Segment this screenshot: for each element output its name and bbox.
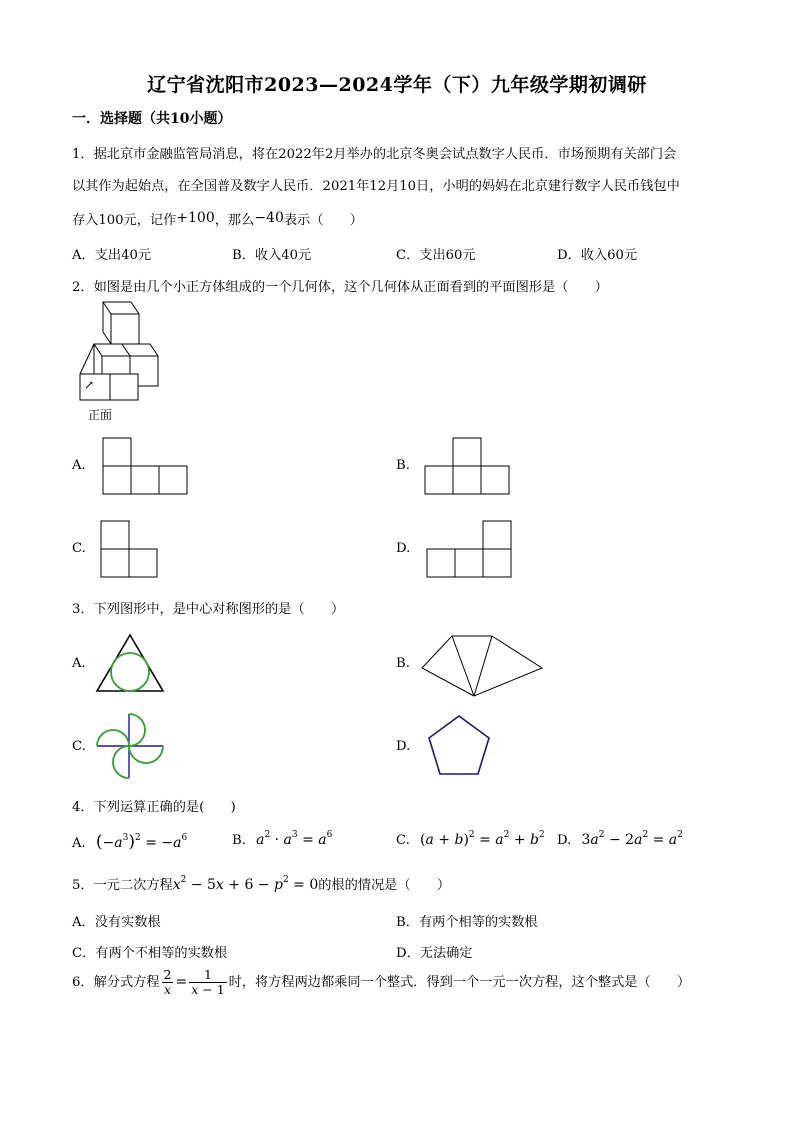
q5-option-b[interactable]: B．有两个相等的实数根	[396, 915, 538, 930]
q4-label-c: C.	[396, 833, 410, 848]
q5-equation: $x^2 - 5x + 6 - p^2 = 0$	[172, 875, 319, 893]
q4-stem: 4．下列运算正确的是( )	[72, 800, 236, 815]
q1-line3	[72, 209, 363, 228]
q2-label-d[interactable]: D.	[396, 541, 411, 556]
q3-label-d[interactable]: D.	[396, 739, 411, 754]
q2-label-c[interactable]: C.	[72, 541, 86, 556]
q2-option-c-figure[interactable]	[100, 520, 158, 578]
q1-option-a[interactable]: A．支出40元	[72, 248, 152, 263]
q2-option-b-figure[interactable]	[424, 437, 510, 495]
q4-expr-a: $(-a^3)^2 = -a^6$	[95, 832, 188, 852]
q5-stem-a: 5．一元二次方程	[72, 878, 173, 893]
q5-option-a[interactable]: A．没有实数根	[72, 915, 161, 930]
q4-option-c[interactable]	[396, 832, 545, 848]
q5-stem-b: 的根的情况是（ ）	[318, 878, 451, 893]
section-heading: 一．选择题（共10小题）	[72, 111, 232, 127]
q4-option-a[interactable]	[72, 832, 187, 852]
q4-option-b[interactable]	[232, 832, 332, 848]
q2-label-a[interactable]: A.	[72, 458, 86, 473]
q3-option-b-fan[interactable]	[420, 632, 544, 698]
q1-line3-c: 表示（ ）	[283, 213, 363, 228]
q3-option-a-triangle-circle[interactable]	[96, 633, 166, 693]
q2-arrow-icon: ↗	[84, 378, 95, 392]
q4-option-d[interactable]	[557, 832, 683, 848]
q1-option-d[interactable]: D．收入60元	[557, 248, 638, 263]
q4-expr-d: $3a^2 - 2a^2 = a^2$	[581, 830, 683, 848]
q5-stem	[72, 874, 450, 893]
q1-line3-b: ，那么	[214, 213, 255, 228]
q2-label-b[interactable]: B.	[396, 458, 410, 473]
q3-label-a[interactable]: A.	[72, 656, 86, 671]
q1-line1: 1．据北京市金融监管局消息，将在2022年2月举办的北京冬奥会试点数字人民币．市场预期有关部门会	[72, 147, 677, 162]
q4-label-a: A.	[72, 836, 86, 851]
q6-stem: 6．解分式方程 $\frac{2}{x}$ = $\frac{1}{x - 1}$ 时，将方程两边都乘同一个整式．得到一个一元一次方程，这个整式是（ ）	[72, 967, 691, 997]
page-title: 辽宁省沈阳市2023—2024学年（下）九年级学期初调研	[147, 74, 647, 96]
q1-negative-value: −40	[254, 210, 284, 226]
q5-option-d[interactable]: D．无法确定	[396, 946, 473, 961]
q4-label-b: B.	[232, 833, 246, 848]
q6-stem-a: 6．解分式方程	[72, 975, 160, 990]
q1-line2: 以其作为起始点，在全国普及数字人民币．2021年12月10日，小明的妈妈在北京建行数字人民币钱包中	[72, 179, 680, 194]
q1-option-c[interactable]: C．支出60元	[396, 248, 476, 263]
q3-label-b[interactable]: B.	[396, 656, 410, 671]
q3-stem: 3．下列图形中，是中心对称图形的是（ ）	[72, 602, 345, 617]
q6-fraction-left: $\frac{2}{x}$	[163, 967, 172, 997]
q4-expr-b: $a^2 \cdot a^3 = a^6$	[256, 830, 333, 848]
q2-stem: 2．如图是由几个小正方体组成的一个几何体，这个几何体从正面看到的平面图形是（ ）	[72, 280, 608, 295]
q2-option-d-figure[interactable]	[426, 520, 512, 578]
q2-option-a-figure[interactable]	[102, 437, 188, 495]
q5-option-c[interactable]: C．有两个不相等的实数根	[72, 946, 228, 961]
q1-positive-value: +100	[176, 210, 215, 226]
q6-stem-b: 时，将方程两边都乘同一个整式．得到一个一元一次方程，这个整式是（ ）	[228, 975, 691, 990]
q3-option-d-pentagon[interactable]	[426, 714, 492, 776]
q3-option-c-pinwheel[interactable]	[96, 712, 166, 780]
q1-option-b[interactable]: B．收入40元	[232, 248, 312, 263]
q4-expr-c: $(a + b)^2 = a^2 + b^2$	[420, 830, 545, 848]
q4-label-d: D.	[557, 833, 572, 848]
q2-front-label: 正面	[88, 408, 113, 422]
q6-fraction-right: $\frac{1}{x - 1}$	[191, 967, 225, 997]
q1-line3-a: 存入100元，记作	[72, 213, 177, 228]
q3-label-c[interactable]: C.	[72, 739, 86, 754]
